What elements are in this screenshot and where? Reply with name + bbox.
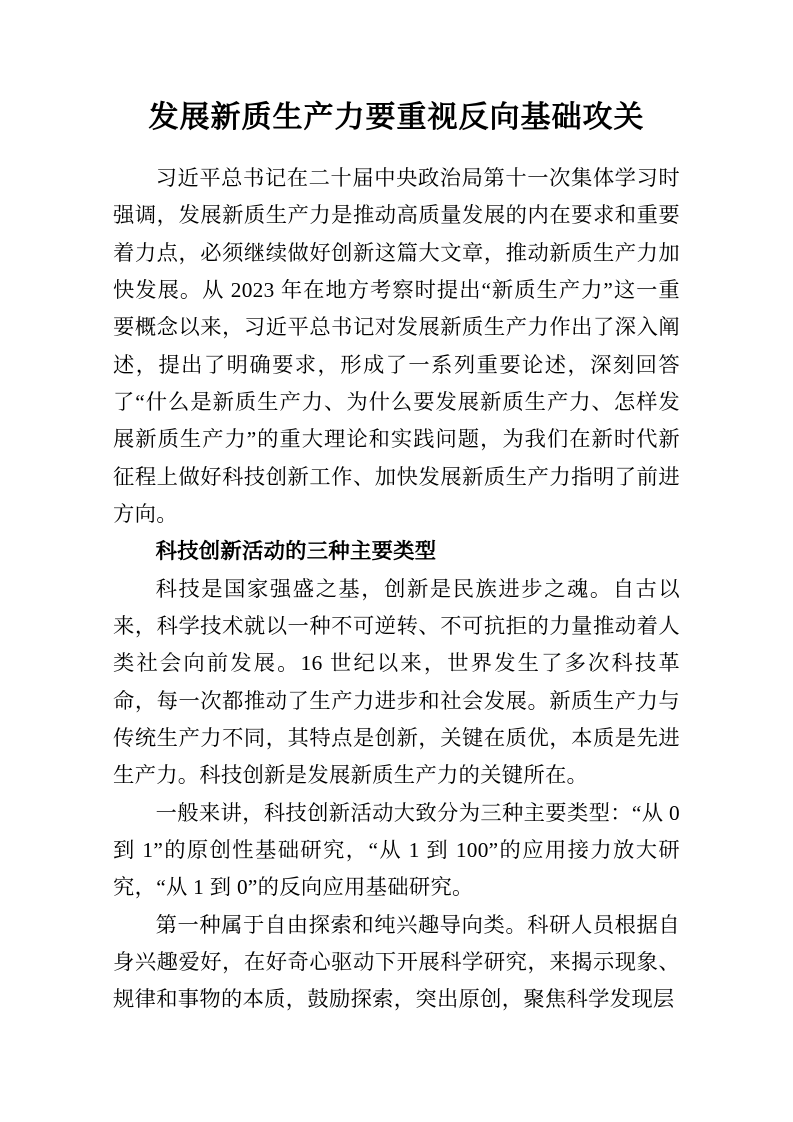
paragraph-three-types: 一般来讲，科技创新活动大致分为三种主要类型：“从 0 到 1”的原创性基础研究，“从 1 到 100”的应用接力放大研究，“从 1 到 0”的反向应用基础研究。 xyxy=(113,800,680,900)
paragraph-intro: 习近平总书记在二十届中央政治局第十一次集体学习时强调，发展新质生产力是推动高质量发展的内在要求和重要着力点，必须继续做好创新这篇大文章，推动新质生产力加快发展。从 2023 年在地方考察时提出“新质生产力”这一重要概念以来，习近平总书记对发展新质生产力作出了深入阐述，提出了明确要求，形成了一系列重要论述，深刻回答了“什么是新质生产力、为什么要发展新质生产力、怎样发展新质生产力”的重大理论和实践问题，为我们在新时代新征程上做好科技创新工作、加快发展新质生产力指明了前进方向。 xyxy=(113,166,680,526)
document-content xyxy=(113,96,680,1019)
document-title: 发展新质生产力要重视反向基础攻关 xyxy=(148,101,645,134)
paragraph-first-type: 第一种属于自由探索和纯兴趣导向类。科研人员根据自身兴趣爱好，在好奇心驱动下开展科学研究，来揭示现象、规律和事物的本质，鼓励探索，突出原创，聚焦科学发现层 xyxy=(113,912,680,1012)
paragraph-science-foundation: 科技是国家强盛之基，创新是民族进步之魂。自古以来，科学技术就以一种不可逆转、不可抗拒的力量推动着人类社会向前发展。16 世纪以来，世界发生了多次科技革命，每一次都推动了生产力进步和社会发展。新质生产力与传统生产力不同，其特点是创新，关键在质优，本质是先进生产力。科技创新是发展新质生产力的关键所在。 xyxy=(113,576,680,788)
section-heading-innovation-types: 科技创新活动的三种主要类型 xyxy=(155,539,437,564)
